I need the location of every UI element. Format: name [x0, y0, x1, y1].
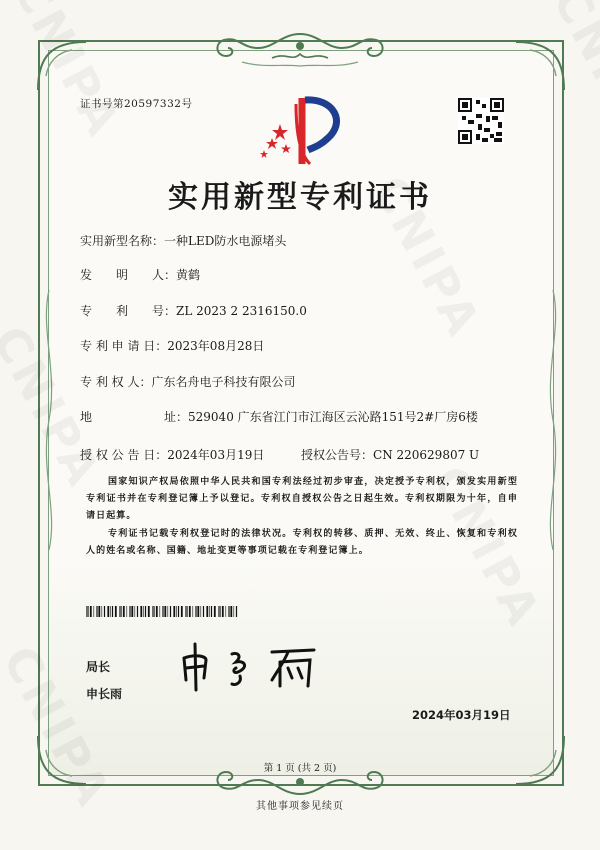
patentee-name: 广东名舟电子科技有限公司: [151, 375, 296, 389]
field-label: 实用新型名称：: [80, 234, 165, 248]
patentee-row: [80, 373, 295, 390]
announce-date-row: [80, 446, 264, 463]
field-label: 专 利 号：: [80, 304, 177, 318]
cnipa-logo-icon: [256, 94, 348, 168]
notice-paragraph-1: 国家知识产权局依照中华人民共和国专利法经过初步审查，决定授予专利权，颁发实用新型专利证书并在专利登记簿上予以登记。专利权自授权公告之日起生效。专利权期限为十年，自申请日起算。: [86, 477, 518, 521]
page-number: 第 1 页 (共 2 页): [263, 763, 337, 774]
patent-number: ZL 2023 2 2316150.0: [176, 304, 307, 318]
announce-number: CN 220629807 U: [373, 448, 480, 462]
field-label: 授权公告号：: [301, 448, 374, 462]
notice-paragraph-2: 专利证书记载专利权登记时的法律状况。专利权的转移、质押、无效、终止、恢复和专利权人的姓名或名称、国籍、地址变更等事项记载在专利登记簿上。: [86, 529, 518, 556]
top-ornament-icon: [212, 28, 388, 70]
signature-date: 2024年03月19日: [412, 708, 511, 722]
certificate-title: 实用新型专利证书: [168, 180, 432, 215]
footer-note: 其他事项参见续页: [256, 801, 344, 812]
utility-model-name: 一种LED防水电源堵头: [164, 234, 287, 248]
field-label: 授 权 公 告 日：: [80, 448, 168, 462]
announce-date: 2024年03月19日: [167, 448, 265, 462]
inventor-row: [80, 266, 200, 283]
qr-code-icon: [458, 98, 504, 144]
certificate-number: 证书号第20597332号: [80, 98, 193, 110]
filing-date: 2023年08月28日: [167, 339, 265, 353]
field-label: 发 明 人：: [80, 268, 177, 282]
barcode-icon: [86, 606, 238, 617]
commissioner-name: 申长雨: [86, 687, 123, 701]
right-top-ornament-icon: [510, 36, 570, 96]
patent-number-row: [80, 302, 307, 319]
handwritten-signature-icon: [176, 640, 326, 692]
field-label: 地 址：: [80, 410, 189, 424]
address: 529040 广东省江门市江海区云沁路151号2#厂房6楼: [188, 410, 478, 424]
commissioner-title: 局长: [86, 660, 111, 674]
right-mid-ornament-icon: [544, 290, 562, 550]
filing-date-row: [80, 337, 264, 354]
address-row: [80, 408, 478, 425]
field-label: 专 利 权 人：: [80, 375, 152, 389]
inventor-name: 黄鹤: [176, 268, 201, 282]
utility-model-name-row: [80, 232, 286, 249]
announce-number-row: [301, 446, 479, 463]
field-label: 专 利 申 请 日：: [80, 339, 168, 353]
